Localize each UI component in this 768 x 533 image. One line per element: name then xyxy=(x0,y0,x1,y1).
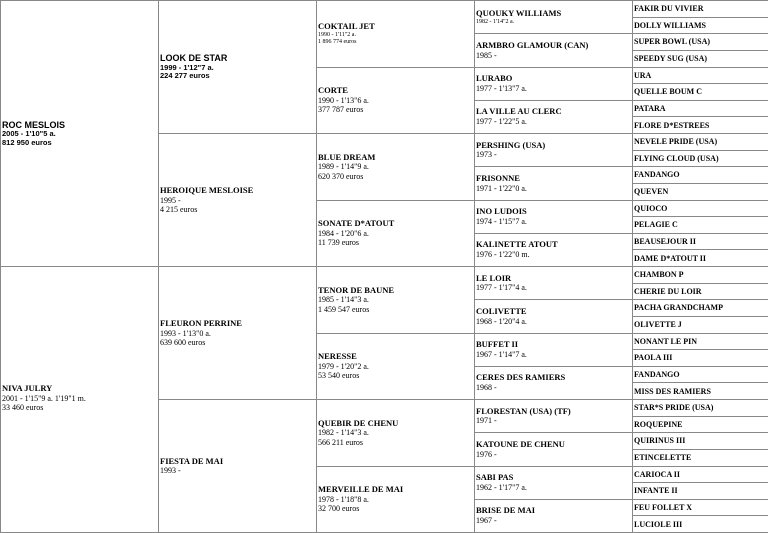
gen5-cell: CHERIE DU LOIR xyxy=(633,283,768,300)
gen4-cell xyxy=(475,34,633,67)
horse-info: 1990 - 1'13"6 a. xyxy=(318,95,369,105)
grandparent-cell xyxy=(159,400,317,533)
gen4-cell xyxy=(475,333,633,366)
horse-earnings: 11 739 euros xyxy=(318,238,360,248)
horse-info: 1973 - xyxy=(476,150,497,160)
gen5-cell: URA xyxy=(633,67,768,84)
horse-name: FLEURON PERRINE xyxy=(160,317,242,328)
horse-info: 1977 - 1'17"4 a. xyxy=(476,283,527,293)
sire-cell xyxy=(1,1,159,267)
horse-name: MERVEILLE DE MAI xyxy=(318,484,404,495)
gen4-cell xyxy=(475,433,633,466)
dam-earnings: 33 460 euros xyxy=(2,402,44,412)
gen4-cell xyxy=(475,233,633,266)
horse-earnings: 566 211 euros xyxy=(318,437,364,447)
gen4-cell xyxy=(475,1,633,34)
horse-name: LOOK DE STAR xyxy=(160,53,228,64)
gen4-cell xyxy=(475,134,633,167)
gen5-cell: FAKIR DU VIVIER xyxy=(633,1,768,18)
horse-earnings: 377 787 euros xyxy=(318,105,364,115)
horse-info: 1974 - 1'15"7 a. xyxy=(476,216,527,226)
horse-info: 1977 - 1'13"7 a. xyxy=(476,83,527,93)
sire-info: 2005 - 1'10"5 a. xyxy=(2,129,56,139)
gen5-cell: PATARA xyxy=(633,100,768,117)
horse-name: FLORESTAN (USA) (TF) xyxy=(476,405,571,416)
gen5-cell: FANDANGO xyxy=(633,167,768,184)
gen5-cell: BEAUSEJOUR II xyxy=(633,233,768,250)
horse-name: LURABO xyxy=(476,73,513,84)
horse-info: 1985 - xyxy=(476,50,497,60)
gen5-cell: QUIOCO xyxy=(633,200,768,217)
horse-info: 1995 - xyxy=(160,195,181,205)
gen4-cell xyxy=(475,366,633,399)
dam-name: NIVA JULRY xyxy=(2,382,53,393)
horse-info: 1979 - 1'20"2 a. xyxy=(318,361,369,371)
gen5-cell: SPEEDY SUG (USA) xyxy=(633,50,768,67)
horse-earnings: 620 370 euros xyxy=(318,171,364,181)
gen5-cell: FANDANGO xyxy=(633,366,768,383)
horse-earnings: 1 896 774 euros xyxy=(318,38,357,45)
horse-name: QUOUKY WILLIAMS xyxy=(476,7,562,18)
horse-info: 1967 - xyxy=(476,516,497,526)
sire-name: ROC MESLOIS xyxy=(2,119,66,130)
horse-name: LE LOIR xyxy=(476,272,512,283)
horse-earnings: 53 540 euros xyxy=(318,371,360,381)
horse-info: 1976 - 1'22"0 m. xyxy=(476,250,530,260)
horse-name: FRISONNE xyxy=(476,172,520,183)
horse-info: 1968 - xyxy=(476,383,497,393)
dam-info: 2001 - 1'15"9 a. 1'19"1 m. xyxy=(2,393,86,403)
horse-earnings: 639 600 euros xyxy=(160,337,206,347)
horse-info: 1962 - 1'17"7 a. xyxy=(476,482,527,492)
horse-name: SABI PAS xyxy=(476,472,514,483)
horse-name: LA VILLE AU CLERC xyxy=(476,106,562,117)
gen5-cell: OLIVETTE J xyxy=(633,316,768,333)
gen3-cell xyxy=(317,267,475,334)
horse-name: COLIVETTE xyxy=(476,305,527,316)
horse-info: 1993 - 1'13"0 a. xyxy=(160,328,211,338)
gen5-cell: STAR*S PRIDE (USA) xyxy=(633,400,768,417)
gen5-cell: CHAMBON P xyxy=(633,267,768,284)
gen3-cell xyxy=(317,1,475,68)
gen3-cell xyxy=(317,400,475,467)
horse-name: ARMBRO GLAMOUR (CAN) xyxy=(476,39,589,50)
gen5-cell: ETINCELETTE xyxy=(633,449,768,466)
horse-earnings: 1 459 547 euros xyxy=(318,304,370,314)
gen5-cell: FLORE D*ESTREES xyxy=(633,117,768,134)
gen3-cell xyxy=(317,200,475,267)
horse-name: PERSHING (USA) xyxy=(476,139,546,150)
horse-name: QUEBIR DE CHENU xyxy=(318,417,399,428)
horse-info: 1976 - xyxy=(476,449,497,459)
gen5-cell: NEVELE PRIDE (USA) xyxy=(633,134,768,151)
horse-name: BUFFET II xyxy=(476,339,519,350)
gen5-cell: CARIOCA II xyxy=(633,466,768,483)
gen5-cell: FEU FOLLET X xyxy=(633,499,768,516)
gen5-cell: QUIRINUS III xyxy=(633,433,768,450)
horse-name: NERESSE xyxy=(318,351,357,362)
grandparent-cell xyxy=(159,1,317,134)
gen3-cell xyxy=(317,333,475,400)
horse-earnings: 4 215 euros xyxy=(160,204,198,214)
grandparent-cell xyxy=(159,134,317,267)
horse-info: 1971 - xyxy=(476,416,497,426)
horse-info: 1999 - 1'12"7 a. xyxy=(160,62,214,72)
horse-info: 1990 - 1'11"2 a. xyxy=(318,31,356,38)
horse-info: 1968 - 1'20"4 a. xyxy=(476,316,527,326)
horse-name: HEROIQUE MESLOISE xyxy=(160,184,254,195)
horse-name: INO LUDOIS xyxy=(476,206,527,217)
gen5-cell: FLYING CLOUD (USA) xyxy=(633,150,768,167)
gen5-cell: SUPER BOWL (USA) xyxy=(633,34,768,51)
horse-info: 1982 - 1'14"3 a. xyxy=(318,428,369,438)
gen5-cell: MISS DES RAMIERS xyxy=(633,383,768,400)
horse-name: FIESTA DE MAI xyxy=(160,455,224,466)
gen4-cell xyxy=(475,300,633,333)
horse-info: 1977 - 1'22"5 a. xyxy=(476,117,527,127)
gen3-cell xyxy=(317,466,475,533)
horse-info: 1982 - 1'14"2 a. xyxy=(476,18,515,25)
gen5-cell: PAOLA III xyxy=(633,350,768,367)
gen4-cell xyxy=(475,267,633,300)
gen4-cell xyxy=(475,67,633,100)
horse-name: COKTAIL JET xyxy=(318,20,375,31)
gen4-cell xyxy=(475,499,633,532)
gen5-cell: PELAGIE C xyxy=(633,217,768,234)
horse-info: 1989 - 1'14"9 a. xyxy=(318,162,369,172)
gen4-cell xyxy=(475,167,633,200)
dam-cell xyxy=(1,267,159,533)
sire-earnings: 812 950 euros xyxy=(2,137,52,147)
gen4-cell xyxy=(475,200,633,233)
horse-name: KATOUNE DE CHENU xyxy=(476,438,565,449)
horse-name: CORTE xyxy=(318,85,348,96)
gen5-cell: ROQUEPINE xyxy=(633,416,768,433)
horse-info: 1971 - 1'22"0 a. xyxy=(476,183,527,193)
horse-name: TENOR DE BAUNE xyxy=(318,284,395,295)
horse-name: BRISE DE MAI xyxy=(476,505,536,516)
horse-name: SONATE D*ATOUT xyxy=(318,218,395,229)
gen3-cell xyxy=(317,67,475,134)
gen5-cell: DAME D*ATOUT II xyxy=(633,250,768,267)
gen5-cell: NONANT LE PIN xyxy=(633,333,768,350)
horse-name: BLUE DREAM xyxy=(318,151,376,162)
horse-earnings: 32 700 euros xyxy=(318,504,360,514)
gen4-cell xyxy=(475,400,633,433)
gen5-cell: LUCIOLE III xyxy=(633,516,768,533)
horse-info: 1978 - 1'18"8 a. xyxy=(318,494,369,504)
horse-info: 1993 - xyxy=(160,466,181,476)
gen5-cell: PACHA GRANDCHAMP xyxy=(633,300,768,317)
horse-info: 1967 - 1'14"7 a. xyxy=(476,349,527,359)
gen5-cell: INFANTE II xyxy=(633,483,768,500)
gen5-cell: QUELLE BOUM C xyxy=(633,84,768,101)
horse-name: CERES DES RAMIERS xyxy=(476,372,566,383)
gen4-cell xyxy=(475,466,633,499)
gen5-cell: QUEVEN xyxy=(633,183,768,200)
horse-info: 1985 - 1'14"3 a. xyxy=(318,295,369,305)
grandparent-cell xyxy=(159,267,317,400)
horse-earnings: 224 277 euros xyxy=(160,71,210,81)
gen5-cell: DOLLY WILLIAMS xyxy=(633,17,768,34)
horse-name: KALINETTE ATOUT xyxy=(476,239,558,250)
gen4-cell xyxy=(475,100,633,133)
gen3-cell xyxy=(317,134,475,201)
horse-info: 1984 - 1'20"6 a. xyxy=(318,228,369,238)
